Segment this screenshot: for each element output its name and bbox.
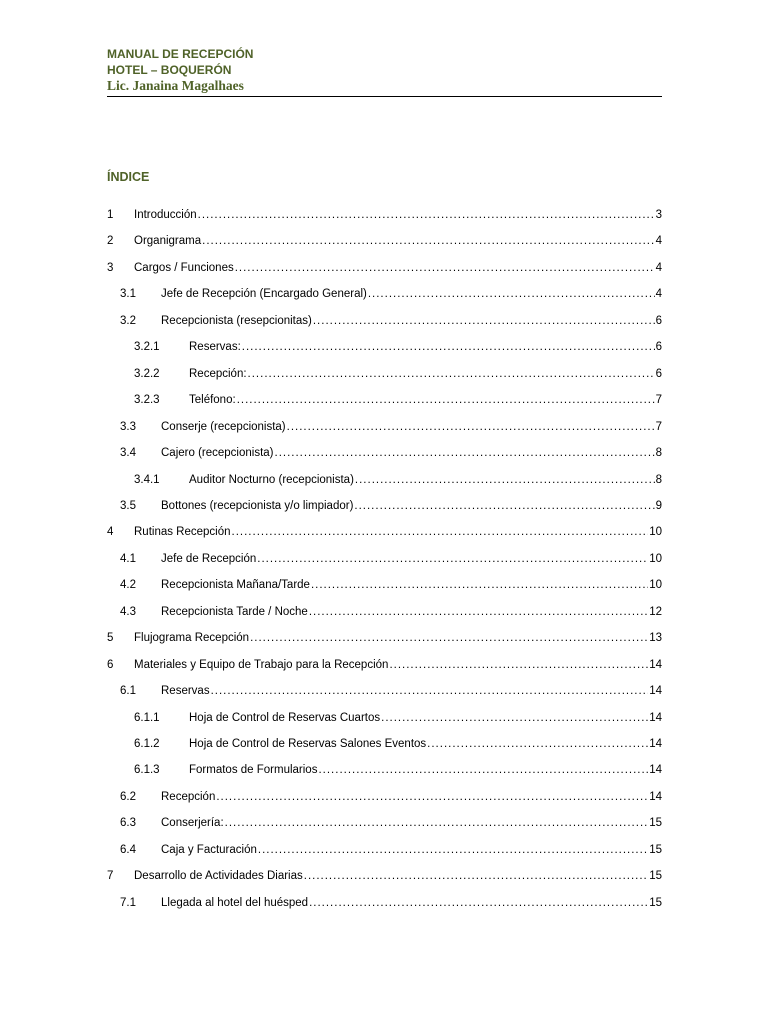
toc-entry-line (189, 710, 662, 726)
toc-entry-line (189, 762, 662, 778)
toc-entry-number: 4.1 (120, 552, 136, 565)
toc-entry-page-number: 8 (655, 473, 662, 486)
toc-entry-line (134, 207, 662, 223)
toc-leader-dots (309, 604, 648, 620)
toc-entry-title: Conserje (recepcionista) (161, 420, 286, 433)
toc-entry-number: 4 (107, 526, 114, 539)
toc-entry-page-number: 7 (655, 394, 662, 407)
toc-entry-title: Recepcionista (resepcionitas) (161, 314, 312, 327)
toc-entry[interactable] (107, 445, 662, 461)
toc-leader-dots (232, 524, 649, 540)
toc-entry-number: 3.2.2 (134, 367, 160, 380)
toc-entry-page-number: 6 (655, 314, 662, 327)
toc-leader-dots (318, 762, 648, 778)
toc-entry-number: 7 (107, 870, 114, 883)
toc-entry-number: 6.1 (120, 685, 136, 698)
toc-leader-dots (198, 207, 655, 223)
toc-entry-page-number: 14 (649, 738, 662, 750)
toc-entry[interactable] (107, 286, 662, 302)
toc-leader-dots (258, 842, 648, 858)
toc-entry-page-number: 10 (649, 526, 662, 539)
toc-entry[interactable] (107, 207, 662, 223)
toc-entry[interactable] (107, 789, 662, 805)
toc-entry-page-number: 8 (655, 447, 662, 460)
toc-leader-dots (354, 498, 654, 514)
toc-leader-dots (313, 313, 655, 329)
toc-entry-number: 6.1.1 (134, 711, 160, 724)
toc-leader-dots (389, 657, 648, 673)
toc-entry-title: Conserjería: (161, 817, 224, 830)
toc-entry-line (161, 577, 662, 593)
toc-entry[interactable] (107, 419, 662, 435)
toc-entry-line (134, 630, 662, 646)
toc-entry-page-number: 6 (655, 341, 662, 354)
toc-entry-title: Desarrollo de Actividades Diarias (134, 870, 303, 883)
toc-entry-title: Jefe de Recepción (Encargado General) (161, 288, 367, 301)
toc-entry-number: 7.1 (120, 896, 136, 909)
toc-entry-line (161, 286, 662, 302)
toc-entry[interactable] (107, 260, 662, 276)
toc-entry[interactable] (107, 842, 662, 858)
toc-leader-dots (287, 419, 655, 435)
toc-entry-title: Jefe de Recepción (161, 552, 257, 565)
toc-entry-page-number: 3 (655, 209, 662, 221)
toc-entry[interactable] (107, 551, 662, 567)
toc-entry[interactable] (107, 868, 662, 884)
toc-entry-page-number: 4 (655, 261, 662, 274)
toc-entry-line (161, 313, 662, 329)
toc-entry-line (161, 551, 662, 567)
toc-entry-title: Auditor Nocturno (recepcionista) (189, 473, 354, 486)
toc-entry[interactable] (107, 657, 662, 673)
toc-entry-page-number: 15 (649, 870, 662, 883)
toc-entry-line (161, 842, 662, 858)
toc-entry-title: Cargos / Funciones (134, 261, 234, 274)
toc-entry-page-number: 4 (655, 288, 662, 301)
toc-entry-page-number: 14 (649, 685, 662, 698)
toc-leader-dots (225, 815, 649, 831)
toc-leader-dots (202, 233, 654, 249)
index-title: ÍNDICE (107, 170, 150, 184)
toc-leader-dots (311, 577, 648, 593)
toc-entry-number: 3.5 (120, 499, 136, 512)
toc-entry-line (189, 736, 662, 752)
toc-entry[interactable] (107, 524, 662, 540)
toc-entry-title: Caja y Facturación (161, 843, 257, 856)
toc-entry-line (161, 815, 662, 831)
toc-leader-dots (250, 630, 648, 646)
toc-entry-number: 3.3 (120, 420, 136, 433)
toc-entry-title: Cajero (recepcionista) (161, 447, 274, 460)
toc-entry-title: Formatos de Formularios (189, 764, 318, 777)
toc-entry-title: Introducción (134, 209, 197, 221)
header-line-3: Lic. Janaina Magalhaes (107, 78, 244, 93)
toc-entry-number: 6.3 (120, 817, 136, 830)
toc-entry-line (161, 895, 662, 911)
toc-entry-title: Teléfono: (189, 394, 236, 407)
toc-entry-line (189, 392, 662, 408)
toc-entry-line (189, 339, 662, 355)
toc-entry-line (161, 498, 662, 514)
toc-leader-dots (257, 551, 648, 567)
toc-entry-number: 3.2.3 (134, 394, 160, 407)
toc-entry-line (161, 445, 662, 461)
toc-entry-number: 3.1 (120, 288, 136, 301)
toc-entry-page-number: 15 (649, 817, 662, 830)
toc-entry[interactable] (107, 577, 662, 593)
toc-entry-number: 3.4.1 (134, 473, 160, 486)
toc-entry-line (134, 524, 662, 540)
toc-entry-number: 1 (107, 209, 114, 221)
toc-leader-dots (237, 392, 655, 408)
toc-entry-number: 4.3 (120, 605, 136, 618)
toc-entry-page-number: 12 (649, 605, 662, 618)
toc-entry-line (134, 260, 662, 276)
toc-entry-number: 2 (107, 235, 114, 248)
toc-entry[interactable] (107, 683, 662, 699)
page-header (107, 46, 662, 97)
toc-leader-dots (242, 339, 655, 355)
toc-entry-title: Bottones (recepcionista y/o limpiador) (161, 499, 354, 512)
toc-entry-page-number: 13 (649, 632, 662, 645)
toc-entry-title: Hoja de Control de Reservas Salones Eventos (189, 738, 427, 750)
toc-entry-title: Reservas: (189, 341, 241, 354)
toc-entry-page-number: 4 (655, 235, 662, 248)
toc-entry-page-number: 7 (655, 420, 662, 433)
toc-entry-page-number: 14 (649, 764, 662, 777)
toc-entry-page-number: 14 (649, 790, 662, 803)
toc-entry[interactable] (107, 604, 662, 620)
toc-entry-number: 6.4 (120, 843, 136, 856)
toc-entry[interactable] (107, 895, 662, 911)
toc-entry[interactable] (107, 313, 662, 329)
toc-leader-dots (427, 736, 648, 752)
header-line-2: HOTEL – BOQUERÓN (107, 63, 232, 77)
toc-entry-title: Materiales y Equipo de Trabajo para la Recepción (134, 658, 389, 671)
toc-leader-dots (216, 789, 648, 805)
toc-entry-page-number: 10 (649, 579, 662, 592)
toc-entry-title: Llegada al hotel del huésped (161, 896, 309, 909)
toc-entry-title: Recepción: (189, 367, 247, 380)
toc-entry-line (161, 419, 662, 435)
toc-leader-dots (381, 710, 648, 726)
toc-entry[interactable] (107, 498, 662, 514)
toc-entry[interactable] (107, 762, 662, 778)
toc-entry-page-number: 6 (655, 367, 662, 380)
toc-entry-number: 5 (107, 632, 114, 645)
toc-entry-title: Recepcionista Mañana/Tarde (161, 579, 310, 592)
toc-entry-number: 6.2 (120, 790, 136, 803)
toc-entry[interactable] (107, 392, 662, 408)
toc-entry[interactable] (107, 472, 662, 488)
toc-leader-dots (275, 445, 655, 461)
toc-entry-line (134, 657, 662, 673)
toc-leader-dots (235, 260, 655, 276)
toc-entry[interactable] (107, 233, 662, 249)
toc-leader-dots (309, 895, 648, 911)
toc-entry[interactable] (107, 339, 662, 355)
toc-entry-number: 3 (107, 261, 114, 274)
toc-entry-page-number: 15 (649, 896, 662, 909)
toc-entry[interactable] (107, 710, 662, 726)
toc-entry[interactable] (107, 815, 662, 831)
toc-entry-line (189, 472, 662, 488)
toc-entry-title: Rutinas Recepción (134, 526, 231, 539)
toc-entry-line (161, 683, 662, 699)
toc-entry[interactable] (107, 630, 662, 646)
toc-entry-page-number: 14 (649, 711, 662, 724)
toc-leader-dots (211, 683, 649, 699)
header-line-1: MANUAL DE RECEPCIÓN (107, 47, 254, 61)
toc-leader-dots (368, 286, 655, 302)
toc-entry-number: 6 (107, 658, 114, 671)
toc-entry-number: 6.1.2 (134, 738, 160, 750)
toc-entry-page-number: 9 (655, 499, 662, 512)
toc-leader-dots (304, 868, 648, 884)
toc-entry-number: 3.2.1 (134, 341, 160, 354)
toc-entry-title: Flujograma Recepción (134, 632, 250, 645)
toc-entry-title: Hoja de Control de Reservas Cuartos (189, 711, 381, 724)
toc-entry-page-number: 14 (649, 658, 662, 671)
toc-entry-number: 4.2 (120, 579, 136, 592)
toc-entry-number: 3.2 (120, 314, 136, 327)
toc-entry[interactable] (107, 736, 662, 752)
toc-entry-title: Organigrama (134, 235, 202, 248)
toc-leader-dots (248, 366, 655, 382)
toc-entry-line (161, 789, 662, 805)
toc-entry-line (134, 233, 662, 249)
toc-entry-title: Recepción (161, 790, 216, 803)
toc-entry[interactable] (107, 366, 662, 382)
toc-entry-number: 3.4 (120, 447, 136, 460)
toc-entry-title: Reservas (161, 685, 210, 698)
toc-entry-page-number: 15 (649, 843, 662, 856)
toc-entry-line (161, 604, 662, 620)
toc-entry-number: 6.1.3 (134, 764, 160, 777)
toc-entry-line (189, 366, 662, 382)
toc-entry-line (134, 868, 662, 884)
toc-leader-dots (355, 472, 655, 488)
toc-entry-title: Recepcionista Tarde / Noche (161, 605, 308, 618)
toc-entry-page-number: 10 (649, 552, 662, 565)
